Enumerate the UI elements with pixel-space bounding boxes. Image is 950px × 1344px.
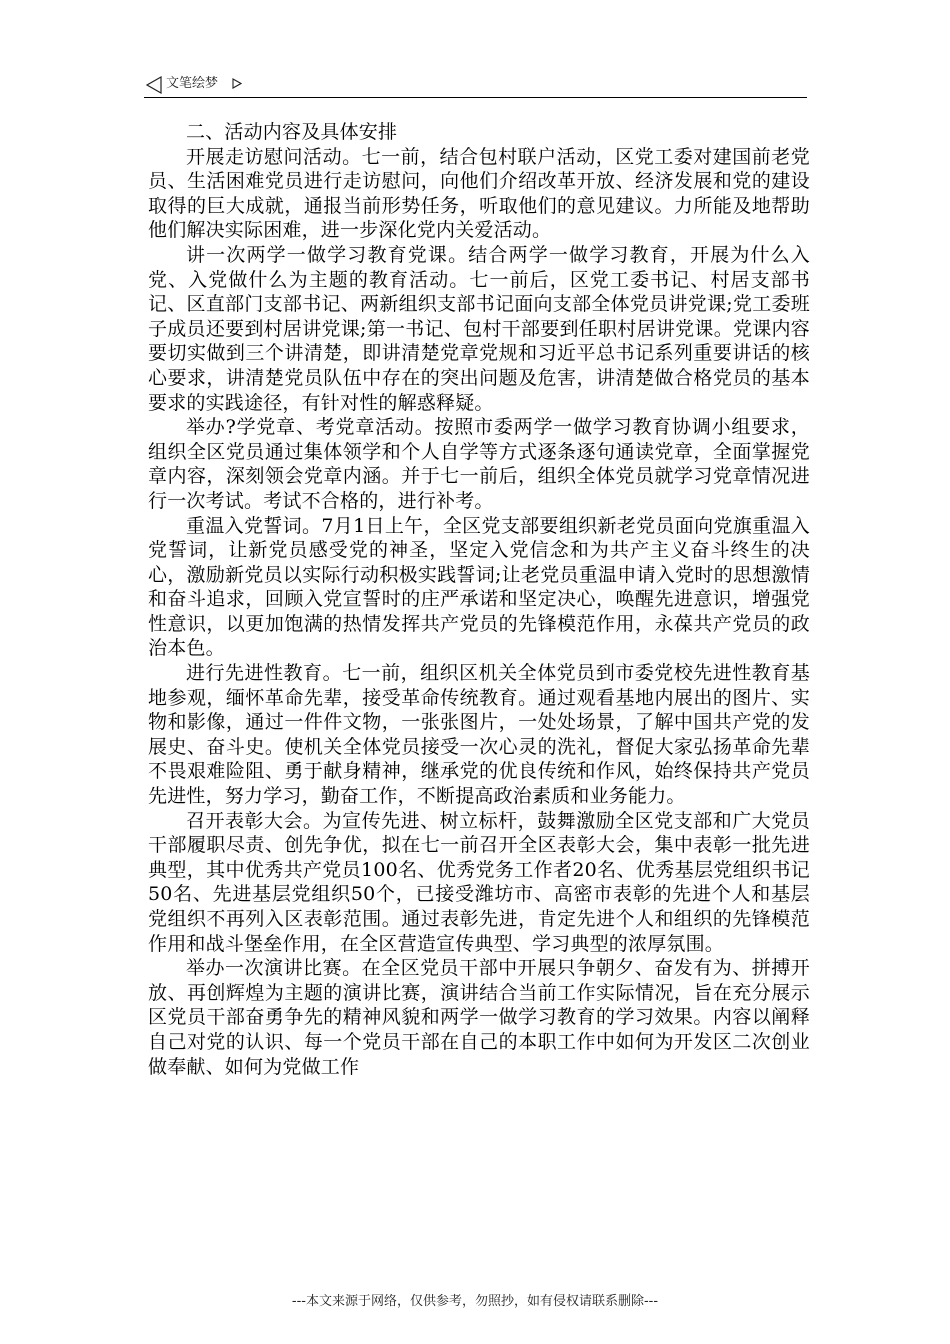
header-rule — [144, 97, 807, 98]
paragraph-speech-contest: 举办一次演讲比赛。在全区党员干部中开展只争朝夕、奋发有为、拼搏开放、再创辉煌为主题的演讲比赛，演讲结合当前工作实际情况，旨在充分展示区党员干部奋勇争先的精神风貌和两学一做学习教育的学习效果。内容以阐释自己对党的认识、每一个党员干部在自己的本职工作中如何为开发区二次创业做奉献、如何为党做工作 — [148, 957, 810, 1078]
section-heading: 二、活动内容及具体安排 — [186, 121, 398, 143]
triangle-left-icon — [146, 76, 162, 94]
paragraph-visit: 开展走访慰问活动。七一前，结合包村联户活动，区党工委对建国前老党员、生活困难党员进行走访慰问，向他们介绍改革开放、经济发展和党的建设取得的巨大成就，通报当前形势任务，听取他们的意见建议。力所能及地帮助他们解决实际困难，进一步深化党内关爱活动。 — [148, 145, 810, 242]
brand-label: 文笔绘梦 — [166, 76, 219, 91]
triangle-right-icon — [232, 78, 242, 89]
footer-notice: ---本文来源于网络，仅供参考，勿照抄，如有侵权请联系删除--- — [291, 1294, 659, 1309]
paragraph-party-lecture: 讲一次两学一做学习教育党课。结合两学一做学习教育，开展为什么入党、入党做什么为主题的教育活动。七一前后，区党工委书记、村居支部书记、区直部门支部书记、两新组织支部书记面向支部全体党员讲党课;党工委班子成员还要到村居讲党课;第一书记、包村干部要到任职村居讲党课。党课内容要切实做到三个讲清楚，即讲清楚党章党规和习近平总书记系列重要讲话的核心要求，讲清楚党员队伍中存在的突出问题及危害，讲清楚做合格党员的基本要求的实践途径，有针对性的解惑释疑。 — [148, 243, 810, 414]
paragraph-charter-study: 举办?学党章、考党章活动。按照市委两学一做学习教育协调小组要求，组织全区党员通过集体领学和个人自学等方式逐条逐句通读党章，全面掌握党章内容，深刻领会党章内涵。并于七一前后，组织全体党员就学习党章情况进行一次考试。考试不合格的，进行补考。 — [148, 416, 810, 512]
document-body — [148, 120, 810, 1079]
paragraph-commendation: 召开表彰大会。为宣传先进、树立标杆，鼓舞激励全区党支部和广大党员干部履职尽责、创先争优，拟在七一前召开全区表彰大会，集中表彰一批先进典型，其中优秀共产党员100名、优秀党务工作者20名、优秀基层党组织书记50名、先进基层党组织50个，已接受潍坊市、高密市表彰的先进个人和基层党组织不再列入区表彰范围。通过表彰先进，肯定先进个人和组织的先锋模范作用和战斗堡垒作用，在全区营造宣传典型、学习典型的浓厚氛围。 — [148, 809, 810, 955]
paragraph-oath: 重温入党誓词。7月1日上午，全区党支部要组织新老党员面向党旗重温入党誓词，让新党员感受党的神圣，坚定入党信念和为共产主义奋斗终生的决心，激励新党员以实际行动积极实践誓词;让老党员重温申请入党时的思想激情和奋斗追求，回顾入党宣誓时的庄严承诺和坚定决心，唤醒先进意识，增强党性意识，以更加饱满的热情发挥共产党员的先锋模范作用，永葆共产党员的政治本色。 — [148, 514, 810, 660]
page-header — [144, 72, 807, 98]
paragraph-education: 进行先进性教育。七一前，组织区机关全体党员到市委党校先进性教育基地参观，缅怀革命先辈，接受革命传统教育。通过观看基地内展出的图片、实物和影像，通过一件件文物，一张张图片，一处处场景，了解中国共产党的发展史、奋斗史。使机关全体党员接受一次心灵的洗礼，督促大家弘扬革命先辈不畏艰难险阻、勇于献身精神，继承党的优良传统和作风，始终保持共产党员先进性，努力学习，勤奋工作，不断提高政治素质和业务能力。 — [148, 662, 810, 808]
